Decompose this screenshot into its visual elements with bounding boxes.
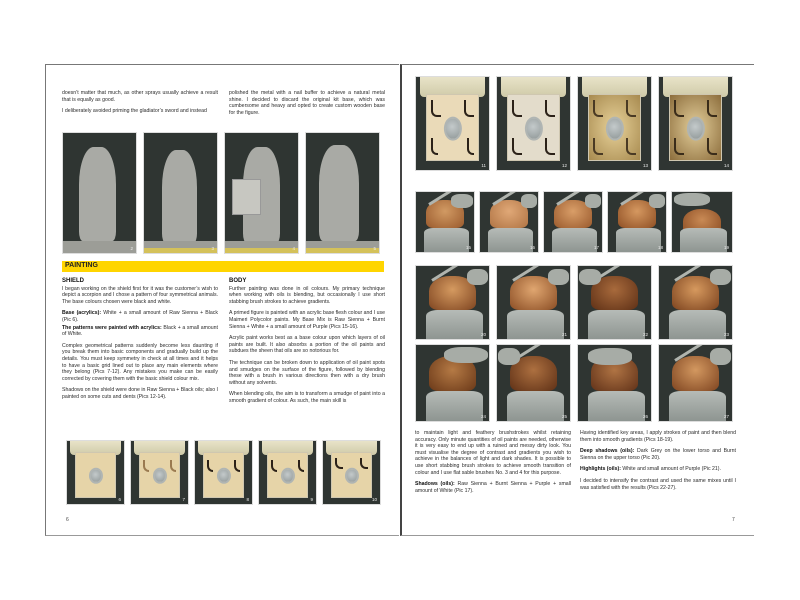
photo-torso-step (415, 191, 475, 253)
photo-number: 14 (723, 163, 729, 168)
photo-torso-step (658, 344, 733, 422)
photo-torso-step (496, 265, 571, 340)
paragraph: Deep shadows (oils): Dark Grey on the lower torso and Burnt Sienna on the upper torso (Pic 20). (580, 448, 736, 461)
photo-number: 27 (723, 414, 729, 419)
section-title: PAINTING (65, 262, 98, 269)
photo-shield-step (66, 440, 125, 505)
photo-primed-figure (143, 132, 218, 254)
right-column-2 (580, 430, 736, 496)
photo-number: 3 (211, 246, 214, 251)
paragraph: When blending oils, the aim is to transform a smudge of paint into a smooth gradient of colour. As such, the main skill is (229, 391, 385, 404)
photo-torso-step (415, 265, 490, 340)
paragraph: The technique can be broken down to application of oil paint spots and smudges on the surface of the figure, followed by blending these with a brush in various directions then with a dry brush without any solvents. (229, 359, 385, 386)
photo-torso-step (607, 191, 667, 253)
photo-number: 13 (642, 163, 648, 168)
photo-torso-step (577, 265, 652, 340)
paragraph: Having identified key areas, I apply strokes of paint and then blend them into smooth gradients (Pics 18-19). (580, 430, 736, 443)
left-page (45, 64, 399, 536)
photo-number: 26 (642, 414, 648, 419)
paragraph: I decided to intensify the contrast and used the same mixes until I was satisfied with the results (Pics 22-27). (580, 477, 736, 491)
shield-column (62, 278, 218, 406)
photo-torso-step (671, 191, 733, 253)
magazine-spread (45, 64, 754, 536)
paragraph: Base (acrylics): White + a small amount of Raw Sienna + Black (Pic 6). (62, 310, 218, 323)
photo-shield-step (130, 440, 189, 505)
body-heading: BODY (229, 278, 247, 284)
photo-primed-figure (305, 132, 380, 254)
photo-number: 19 (723, 245, 729, 250)
photo-shield-scorpions (415, 76, 490, 171)
paragraph: to maintain light and feathery brushstrokes whilst retaining accuracy. Only minute quantities of oil paints are needed, otherwise it is very easy to end up with a ruined and messy dirty look. You must visualise the degree of contrast and gradients you wish to achieve in the balances of light and dark shades. It is possible to use short stabbing brush strokes to achieve smooth transition of colour and I use flat sable brushes No. 3 and 4 for this purpose. (415, 430, 571, 476)
photo-shield-step (322, 440, 381, 505)
photo-shield-step (194, 440, 253, 505)
photo-number: 2 (130, 246, 133, 251)
photo-primed-figure (224, 132, 299, 254)
photo-torso-step (577, 344, 652, 422)
photo-number: 16 (529, 245, 535, 250)
photo-number: 17 (593, 245, 599, 250)
paragraph: Highlights (oils): White and small amount of Purple (Pic 21). (580, 466, 721, 473)
paragraph: The patterns were painted with acrylics: Black + a small amount of White. (62, 324, 218, 338)
right-page (400, 64, 754, 536)
photo-number: 4 (292, 246, 295, 251)
photo-number: 25 (561, 414, 567, 419)
intro-column-1 (62, 90, 218, 120)
paragraph: Complex geometrical patterns suddenly become less daunting if you break them into basic components and gradually build up the details. You must keep symmetry in check at all times and it helps to have a basic grid lined out to place any main elements where they belong (Pics 7-12). Any mistakes you make can be easily corrected by covering them with the basic shield colour mix. (62, 342, 218, 382)
photo-number: 15 (465, 245, 471, 250)
paragraph: A primed figure is painted with an acrylic base flesh colour and I use Maimeri Polycolor paints. My Base Mix is Raw Sienna + Burnt Sienna + White + a small amount of Purple (Pics 15-16). (229, 310, 385, 330)
photo-torso-step (496, 344, 571, 422)
photo-number: 18 (657, 245, 663, 250)
body-column (229, 278, 385, 410)
intro-column-2 (229, 90, 385, 121)
intro-paragraph: doesn’t matter that much, as other sprays usually achieve a result that is equally as good. (62, 90, 218, 103)
photo-number: 22 (642, 332, 648, 337)
photo-torso-step (479, 191, 539, 253)
page-number-left: 6 (66, 517, 69, 523)
photo-number: 23 (723, 332, 729, 337)
photo-number: 20 (480, 332, 486, 337)
intro-paragraph: polished the metal with a nail buffer to achieve a natural metal shine. I decided to discard the original kit base, which was cumbersome and heavy and opted to create custom wooden base for the figure. (229, 90, 385, 116)
photo-shield-step (258, 440, 317, 505)
photo-number: 12 (561, 163, 567, 168)
photo-primed-figure (62, 132, 137, 254)
photo-number: 10 (371, 497, 377, 502)
photo-torso-step (658, 265, 733, 340)
paragraph: Shadows (oils): Raw Sienna + Burnt Sienna + Purple + small amount of White (Pic 17). (415, 481, 571, 494)
photo-torso-step (415, 344, 490, 422)
photo-torso-step (543, 191, 603, 253)
photo-number: 5 (373, 246, 376, 251)
photo-shield-weathered (658, 76, 733, 171)
photo-number: 9 (310, 497, 313, 502)
page-number-right: 7 (732, 517, 735, 523)
paragraph: Shadows on the shield were done in Raw Sienna + Black oils; also I painted on some cuts and dents (Pics 12-14). (62, 387, 218, 400)
right-column-1 (415, 430, 571, 499)
photo-number: 11 (481, 163, 486, 168)
paragraph: Acrylic paint works best as a base colour upon which layers of oil paints are built. It also absorbs a portion of the oil paints and subdues the sheen that oils are so notorious for. (229, 335, 385, 355)
photo-number: 6 (118, 497, 121, 502)
photo-number: 21 (561, 332, 567, 337)
photo-number: 8 (246, 497, 249, 502)
paragraph: I began working on the shield first for it was the customer’s wish to depict a scorpion and I chose a pattern of four symmetrical animals. The base colours chosen were black and white. (62, 285, 218, 305)
shield-heading: SHIELD (62, 278, 85, 284)
photo-number: 7 (182, 497, 185, 502)
intro-paragraph: I deliberately avoided priming the gladiator’s sword and instead (62, 108, 207, 115)
paragraph: Further painting was done in oil colours. My primary technique when working with oils is blending, but occasionally I use short stabbing brush strokes to achieve gradients. (229, 285, 385, 305)
section-banner-painting (62, 261, 384, 272)
photo-shield-scorpions (496, 76, 571, 171)
photo-shield-weathered (577, 76, 652, 171)
photo-number: 24 (480, 414, 486, 419)
